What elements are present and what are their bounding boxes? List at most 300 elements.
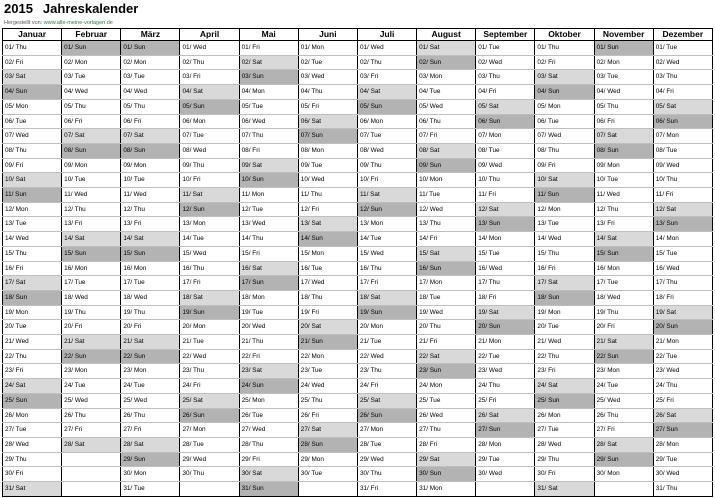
day-cell: 02/ Fri [535,55,594,70]
year-calendar-table [2,28,713,497]
day-cell: 22/ Thu [535,349,594,364]
day-cell: 29/ Sun [121,452,180,467]
day-cell: 15/ Tue [476,246,535,261]
day-row [3,364,713,379]
day-cell: 15/ Wed [357,246,416,261]
day-cell: 06/ Fri [594,114,653,129]
title-row [4,1,138,17]
day-cell: 24/ Thu [476,379,535,394]
day-cell: 25/ Thu [298,393,357,408]
day-cell: 13/ Sun [476,217,535,232]
day-cell: 17/ Thu [476,276,535,291]
day-cell: 04/ Wed [62,85,121,100]
day-cell: 19/ Fri [298,305,357,320]
day-row [3,452,713,467]
day-cell: 19/ Sun [180,305,239,320]
day-cell: 24/ Sat [3,379,62,394]
day-cell: 28/ Thu [239,437,298,452]
day-cell: 31/ Sun [239,482,298,497]
day-cell: 01/ Sun [121,41,180,56]
day-cell: 03/ Tue [594,70,653,85]
day-cell: 25/ Sun [3,393,62,408]
day-cell: 09/ Wed [653,158,712,173]
day-cell: 28/ Wed [535,437,594,452]
day-cell: 16/ Wed [476,261,535,276]
day-cell: 09/ Sun [417,158,476,173]
day-cell: 16/ Tue [298,261,357,276]
empty-cell [62,467,121,482]
day-row [3,246,713,261]
day-cell: 22/ Wed [357,349,416,364]
day-cell: 23/ Sat [239,364,298,379]
day-cell: 03/ Fri [180,70,239,85]
day-cell: 27/ Thu [417,423,476,438]
calendar-year: 2015 [4,1,33,16]
month-header-7: Juli [357,29,416,41]
day-cell: 11/ Wed [594,188,653,203]
day-cell: 06/ Tue [535,114,594,129]
day-cell: 20/ Fri [594,320,653,335]
day-cell: 13/ Thu [417,217,476,232]
day-cell: 22/ Tue [476,349,535,364]
day-cell: 10/ Tue [62,173,121,188]
day-row [3,173,713,188]
day-cell: 17/ Sun [239,276,298,291]
day-cell: 16/ Thu [357,261,416,276]
day-cell: 01/ Sun [594,41,653,56]
day-cell: 11/ Fri [653,188,712,203]
day-cell: 16/ Sun [417,261,476,276]
month-header-4: April [180,29,239,41]
day-row [3,85,713,100]
day-cell: 05/ Sat [653,99,712,114]
day-cell: 27/ Tue [535,423,594,438]
day-cell: 10/ Wed [298,173,357,188]
day-cell: 08/ Sun [594,143,653,158]
day-cell: 21/ Thu [239,335,298,350]
day-cell: 14/ Fri [417,232,476,247]
day-cell: 24/ Wed [298,379,357,394]
day-cell: 30/ Mon [594,467,653,482]
day-cell: 02/ Tue [298,55,357,70]
day-cell: 23/ Mon [594,364,653,379]
day-cell: 21/ Fri [417,335,476,350]
day-cell: 04/ Sat [357,85,416,100]
day-cell: 06/ Wed [239,114,298,129]
day-cell: 23/ Wed [476,364,535,379]
day-cell: 19/ Thu [121,305,180,320]
day-cell: 27/ Mon [357,423,416,438]
day-cell: 02/ Thu [180,55,239,70]
day-cell: 11/ Wed [62,188,121,203]
day-cell: 08/ Sun [62,143,121,158]
day-cell: 02/ Wed [653,55,712,70]
day-cell: 22/ Thu [3,349,62,364]
day-row [3,261,713,276]
day-cell: 15/ Wed [180,246,239,261]
day-cell: 26/ Sat [476,408,535,423]
day-row [3,99,713,114]
day-cell: 21/ Mon [653,335,712,350]
day-row [3,41,713,56]
day-cell: 23/ Mon [62,364,121,379]
day-cell: 24/ Sun [239,379,298,394]
day-cell: 21/ Tue [180,335,239,350]
day-cell: 19/ Sat [476,305,535,320]
day-cell: 07/ Wed [3,129,62,144]
day-cell: 26/ Mon [3,408,62,423]
day-cell: 03/ Sat [535,70,594,85]
day-cell: 05/ Fri [298,99,357,114]
day-cell: 05/ Sun [357,99,416,114]
day-cell: 30/ Fri [3,467,62,482]
day-cell: 16/ Mon [594,261,653,276]
day-cell: 18/ Sun [535,290,594,305]
day-cell: 24/ Tue [121,379,180,394]
day-cell: 01/ Tue [653,41,712,56]
day-cell: 21/ Tue [357,335,416,350]
day-cell: 24/ Fri [357,379,416,394]
day-cell: 30/ Mon [121,467,180,482]
credit-line [4,20,113,26]
day-cell: 29/ Tue [653,452,712,467]
day-cell: 12/ Thu [121,202,180,217]
day-cell: 15/ Tue [653,246,712,261]
day-cell: 30/ Tue [298,467,357,482]
day-cell: 27/ Fri [594,423,653,438]
day-cell: 11/ Mon [239,188,298,203]
day-cell: 24/ Sat [535,379,594,394]
day-cell: 02/ Mon [121,55,180,70]
day-cell: 09/ Mon [62,158,121,173]
day-cell: 13/ Mon [180,217,239,232]
day-cell: 22/ Mon [298,349,357,364]
day-cell: 17/ Tue [121,276,180,291]
day-cell: 26/ Thu [121,408,180,423]
day-cell: 13/ Mon [357,217,416,232]
month-header-12: Dezember [653,29,712,41]
day-cell: 04/ Mon [239,85,298,100]
day-cell: 17/ Fri [180,276,239,291]
day-cell: 26/ Tue [239,408,298,423]
day-cell: 26/ Sat [653,408,712,423]
day-cell: 03/ Fri [357,70,416,85]
day-cell: 13/ Fri [121,217,180,232]
day-cell: 11/ Sun [535,188,594,203]
day-row [3,202,713,217]
day-cell: 12/ Wed [417,202,476,217]
day-cell: 26/ Sun [180,408,239,423]
day-cell: 07/ Sun [298,129,357,144]
day-cell: 07/ Fri [417,129,476,144]
day-cell: 01/ Sat [417,41,476,56]
day-cell: 02/ Mon [594,55,653,70]
day-cell: 14/ Mon [653,232,712,247]
empty-cell [62,452,121,467]
day-cell: 13/ Wed [239,217,298,232]
day-cell: 10/ Tue [121,173,180,188]
credit-link[interactable]: www.alle-meine-vorlagen.de [43,20,113,26]
day-cell: 20/ Tue [3,320,62,335]
day-cell: 01/ Thu [3,41,62,56]
month-header-1: Januar [3,29,62,41]
day-cell: 20/ Sat [298,320,357,335]
day-cell: 04/ Fri [653,85,712,100]
day-cell: 20/ Thu [417,320,476,335]
day-cell: 13/ Tue [3,217,62,232]
day-cell: 01/ Tue [476,41,535,56]
day-cell: 06/ Fri [121,114,180,129]
day-cell: 30/ Sat [239,467,298,482]
day-cell: 07/ Tue [180,129,239,144]
day-row [3,379,713,394]
day-cell: 21/ Wed [3,335,62,350]
day-cell: 23/ Sun [417,364,476,379]
day-cell: 28/ Tue [180,437,239,452]
day-cell: 30/ Wed [653,467,712,482]
day-cell: 13/ Sun [653,217,712,232]
day-cell: 31/ Sat [3,482,62,497]
day-cell: 03/ Sun [239,70,298,85]
day-row [3,143,713,158]
day-cell: 14/ Tue [180,232,239,247]
day-cell: 05/ Tue [239,99,298,114]
day-cell: 08/ Wed [180,143,239,158]
day-cell: 12/ Tue [239,202,298,217]
day-cell: 20/ Tue [535,320,594,335]
day-cell: 24/ Thu [653,379,712,394]
day-cell: 28/ Sun [298,437,357,452]
credit-prefix: Hergestellt von: [4,20,44,26]
day-cell: 07/ Thu [239,129,298,144]
day-cell: 08/ Fri [239,143,298,158]
day-cell: 10/ Sat [535,173,594,188]
day-cell: 18/ Wed [594,290,653,305]
empty-cell [298,482,357,497]
day-row [3,276,713,291]
day-cell: 23/ Thu [357,364,416,379]
day-cell: 12/ Sun [357,202,416,217]
day-row [3,482,713,497]
day-cell: 05/ Sun [180,99,239,114]
day-cell: 28/ Tue [357,437,416,452]
day-cell: 12/ Sun [180,202,239,217]
day-cell: 14/ Sun [298,232,357,247]
day-cell: 15/ Thu [535,246,594,261]
day-row [3,349,713,364]
day-cell: 29/ Sat [417,452,476,467]
day-cell: 11/ Thu [298,188,357,203]
day-cell: 25/ Sat [180,393,239,408]
day-cell: 19/ Mon [535,305,594,320]
day-row [3,393,713,408]
day-cell: 16/ Mon [62,261,121,276]
day-cell: 03/ Sat [3,70,62,85]
day-cell: 23/ Tue [298,364,357,379]
day-cell: 21/ Sat [121,335,180,350]
day-cell: 10/ Tue [594,173,653,188]
day-cell: 23/ Mon [121,364,180,379]
day-cell: 08/ Mon [298,143,357,158]
calendar-body [3,41,713,497]
day-cell: 10/ Fri [357,173,416,188]
day-cell: 20/ Fri [62,320,121,335]
month-header-9: September [476,29,535,41]
day-cell: 09/ Thu [357,158,416,173]
day-cell: 18/ Sun [3,290,62,305]
day-cell: 25/ Wed [121,393,180,408]
day-cell: 02/ Thu [357,55,416,70]
day-cell: 22/ Sat [417,349,476,364]
day-cell: 26/ Sun [357,408,416,423]
day-cell: 03/ Wed [298,70,357,85]
day-cell: 17/ Fri [357,276,416,291]
day-cell: 09/ Tue [298,158,357,173]
day-cell: 27/ Sun [476,423,535,438]
month-header-6: Juni [298,29,357,41]
day-row [3,158,713,173]
day-cell: 06/ Mon [180,114,239,129]
day-row [3,114,713,129]
day-cell: 21/ Mon [476,335,535,350]
day-row [3,188,713,203]
day-cell: 19/ Thu [594,305,653,320]
day-cell: 07/ Sat [62,129,121,144]
day-cell: 05/ Mon [3,99,62,114]
day-row [3,70,713,85]
day-cell: 12/ Mon [3,202,62,217]
day-cell: 14/ Sat [121,232,180,247]
day-cell: 20/ Wed [239,320,298,335]
day-row [3,290,713,305]
day-cell: 26/ Thu [62,408,121,423]
day-cell: 11/ Wed [121,188,180,203]
day-cell: 14/ Sat [62,232,121,247]
day-cell: 08/ Thu [3,143,62,158]
day-cell: 28/ Fri [417,437,476,452]
day-cell: 04/ Thu [298,85,357,100]
day-cell: 10/ Sat [3,173,62,188]
day-cell: 14/ Wed [535,232,594,247]
day-row [3,408,713,423]
day-cell: 01/ Sun [62,41,121,56]
day-cell: 05/ Thu [62,99,121,114]
day-cell: 19/ Wed [417,305,476,320]
day-cell: 28/ Sat [594,437,653,452]
day-cell: 21/ Sun [298,335,357,350]
day-cell: 03/ Tue [121,70,180,85]
day-cell: 01/ Fri [239,41,298,56]
day-cell: 03/ Tue [62,70,121,85]
day-cell: 15/ Sun [594,246,653,261]
day-cell: 22/ Tue [653,349,712,364]
day-cell: 28/ Sat [121,437,180,452]
day-cell: 27/ Fri [62,423,121,438]
day-cell: 09/ Mon [594,158,653,173]
day-cell: 28/ Sat [62,437,121,452]
month-header-3: März [121,29,180,41]
day-cell: 20/ Sun [653,320,712,335]
day-cell: 29/ Wed [180,452,239,467]
month-header-8: August [417,29,476,41]
day-cell: 25/ Wed [594,393,653,408]
empty-cell [180,482,239,497]
day-cell: 07/ Sat [594,129,653,144]
day-cell: 14/ Wed [3,232,62,247]
day-cell: 05/ Thu [121,99,180,114]
day-cell: 07/ Sat [121,129,180,144]
day-cell: 21/ Sat [594,335,653,350]
day-cell: 19/ Tue [239,305,298,320]
day-cell: 16/ Fri [535,261,594,276]
day-row [3,335,713,350]
day-cell: 07/ Wed [535,129,594,144]
day-cell: 17/ Sat [535,276,594,291]
day-cell: 16/ Fri [3,261,62,276]
day-cell: 04/ Wed [594,85,653,100]
day-cell: 14/ Mon [476,232,535,247]
day-cell: 27/ Sun [653,423,712,438]
day-cell: 12/ Thu [594,202,653,217]
day-cell: 18/ Wed [62,290,121,305]
day-cell: 03/ Thu [476,70,535,85]
day-cell: 22/ Sun [121,349,180,364]
day-cell: 27/ Mon [180,423,239,438]
month-header-11: November [594,29,653,41]
day-cell: 24/ Tue [62,379,121,394]
empty-cell [62,482,121,497]
day-row [3,232,713,247]
day-cell: 22/ Fri [239,349,298,364]
day-cell: 14/ Tue [357,232,416,247]
day-cell: 13/ Tue [535,217,594,232]
day-cell: 21/ Sat [62,335,121,350]
day-cell: 15/ Thu [3,246,62,261]
day-cell: 12/ Mon [535,202,594,217]
day-cell: 16/ Wed [653,261,712,276]
day-cell: 02/ Wed [476,55,535,70]
day-cell: 20/ Mon [180,320,239,335]
day-cell: 04/ Sat [180,85,239,100]
day-cell: 19/ Thu [62,305,121,320]
day-cell: 08/ Sat [417,143,476,158]
day-cell: 31/ Thu [653,482,712,497]
day-cell: 18/ Wed [121,290,180,305]
day-cell: 09/ Thu [180,158,239,173]
day-cell: 04/ Fri [476,85,535,100]
day-cell: 17/ Wed [298,276,357,291]
day-cell: 09/ Mon [121,158,180,173]
day-cell: 14/ Sat [594,232,653,247]
day-cell: 03/ Thu [653,70,712,85]
day-row [3,55,713,70]
day-cell: 25/ Sun [535,393,594,408]
day-cell: 26/ Wed [417,408,476,423]
day-cell: 11/ Tue [417,188,476,203]
day-cell: 29/ Thu [3,452,62,467]
day-cell: 29/ Thu [535,452,594,467]
day-cell: 27/ Fri [121,423,180,438]
day-cell: 08/ Sun [121,143,180,158]
day-cell: 18/ Tue [417,290,476,305]
day-cell: 12/ Sat [653,202,712,217]
day-cell: 22/ Sun [594,349,653,364]
day-cell: 01/ Wed [357,41,416,56]
day-cell: 07/ Tue [357,129,416,144]
day-cell: 04/ Wed [121,85,180,100]
day-cell: 18/ Mon [239,290,298,305]
day-cell: 25/ Fri [476,393,535,408]
